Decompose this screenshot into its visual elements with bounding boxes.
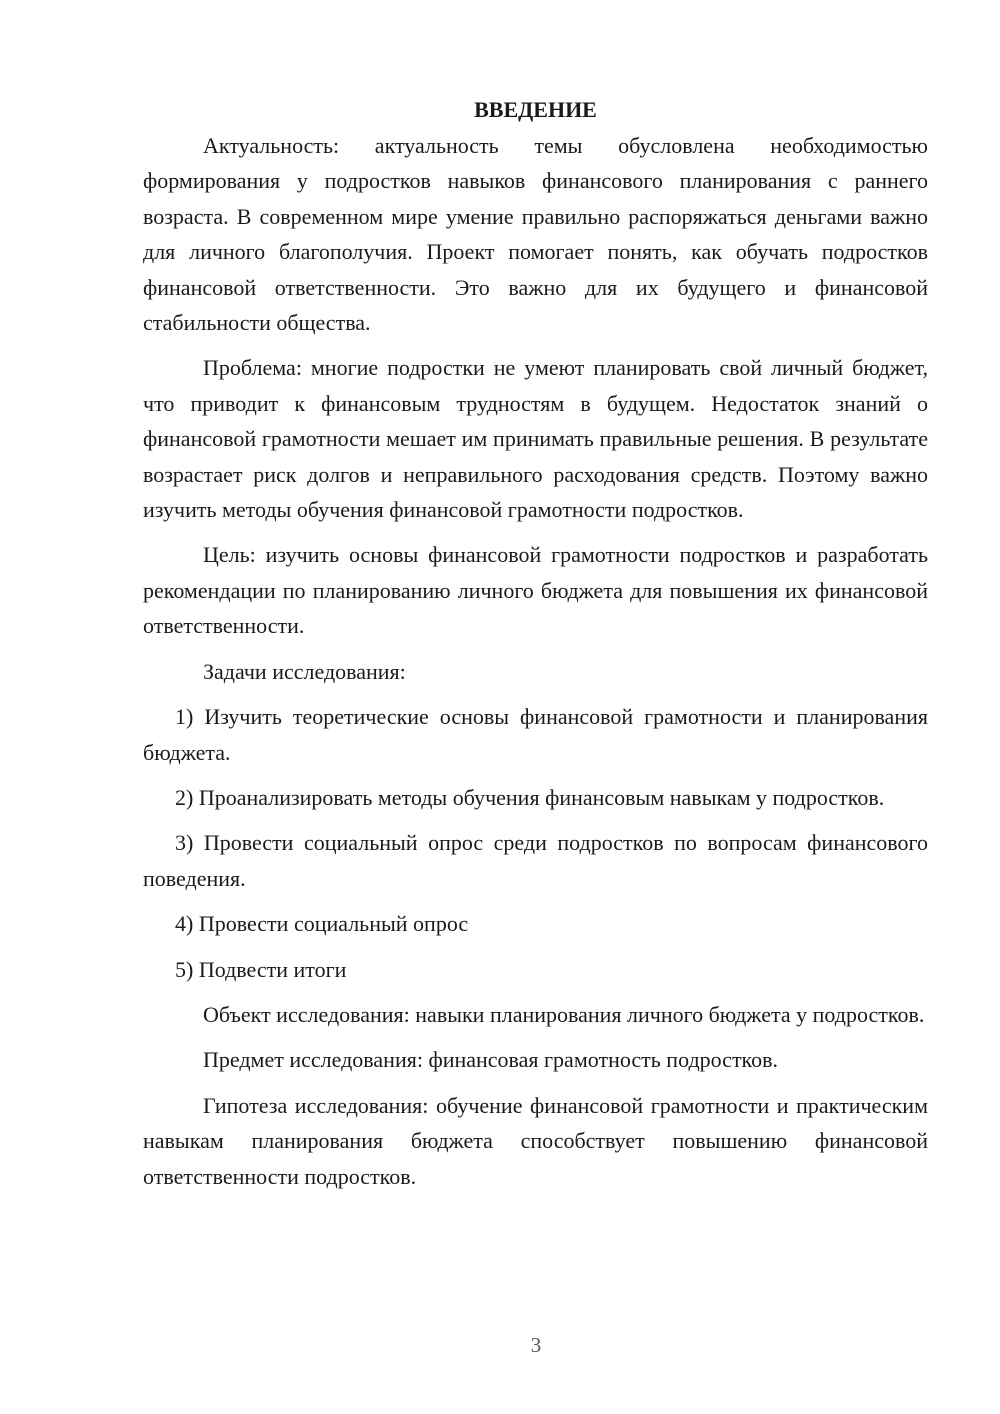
paragraph-subject: Предмет исследования: финансовая грамотность подростков.	[203, 1047, 779, 1073]
tasks-list	[143, 699, 928, 987]
paragraph-problem: Проблема: многие подростки не умеют планировать свой личный бюджет, что приводит к финансовым трудностям в будущем. Недостаток знаний о финансовой грамотности мешает им принимать правильные решения. В результате возрастает риск долгов и неправильного расходования средств. Поэтому важно изучить методы обучения финансовой грамотности подростков.	[143, 355, 928, 523]
paragraph-object: Объект исследования: навыки планирования личного бюджета у подростков.	[203, 1001, 925, 1027]
document-body	[143, 92, 928, 1204]
paragraph-relevance: Актуальность: актуальность темы обусловлена необходимостью формирования у подростков навыков финансового планирования с раннего возраста. В современном мире умение правильно распоряжаться деньгами важно для личного благополучия. Проект помогает понять, как обучать подростков финансовой ответственности. Это важно для их будущего и финансовой стабильности общества.	[143, 133, 928, 336]
list-item: 4) Провести социальный опрос	[175, 911, 469, 937]
list-item: 2) Проанализировать методы обучения финансовым навыкам у подростков.	[175, 784, 885, 810]
section-title: ВВЕДЕНИЕ	[474, 97, 597, 122]
tasks-heading: Задачи исследования:	[203, 658, 406, 684]
page-number: 3	[530, 1333, 542, 1357]
list-item: 3) Провести социальный опрос среди подростков по вопросам финансового поведения.	[143, 830, 928, 891]
paragraph-goal: Цель: изучить основы финансовой грамотности подростков и разработать рекомендации по планированию личного бюджета для повышения их финансовой ответственности.	[143, 542, 928, 639]
list-item: 5) Подвести итоги	[175, 956, 347, 982]
list-item: 1) Изучить теоретические основы финансовой грамотности и планирования бюджета.	[143, 704, 928, 765]
paragraph-hypothesis: Гипотеза исследования: обучение финансовой грамотности и практическим навыкам планирования бюджета способствует повышению финансовой ответственности подростков.	[143, 1092, 928, 1189]
